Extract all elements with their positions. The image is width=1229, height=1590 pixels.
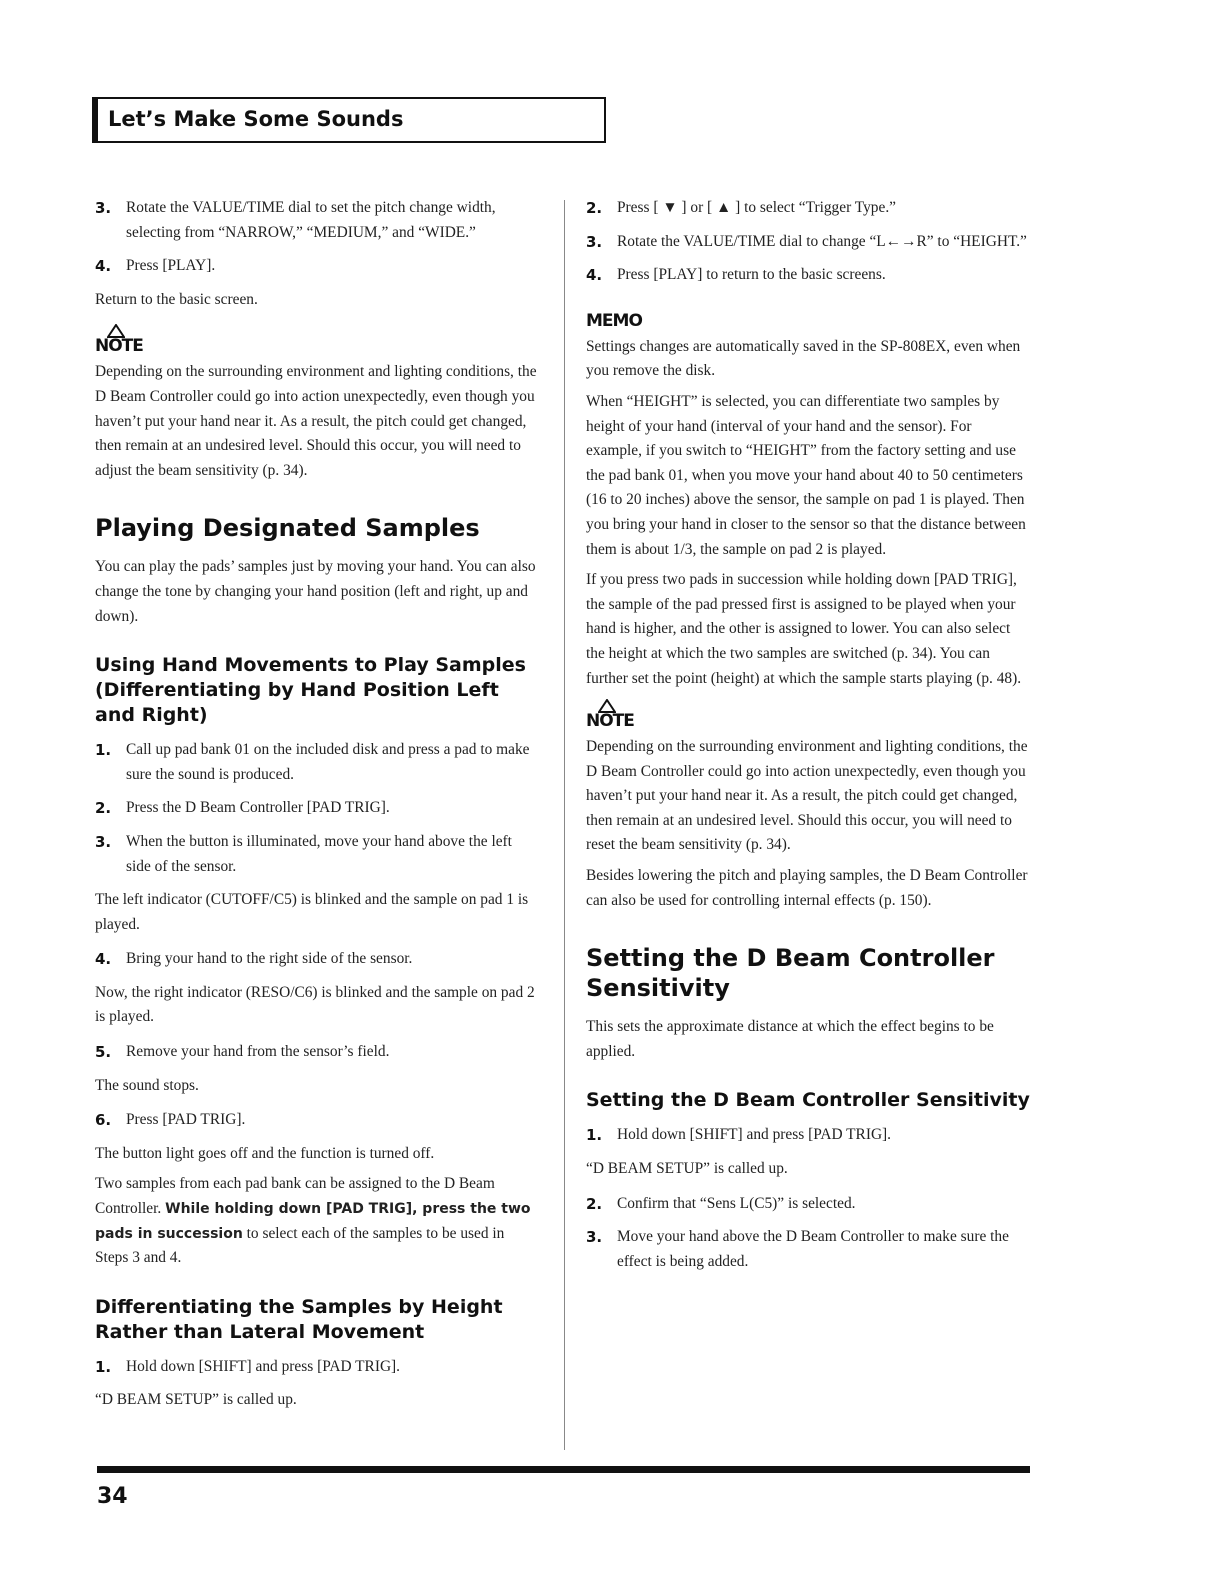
right-step-4-play: 4. Press [PLAY] to return to the basic screens. xyxy=(586,266,886,285)
step-3-result: The left indicator (CUTOFF/C5) is blinked and the sample on pad 1 is played. xyxy=(95,891,529,933)
note-text: Depending on the surrounding environment and lighting conditions, the D Beam Controller could go into action unexpectedly, even though you haven’t put your hand near it. As a result, the pitch could get changed, then remain at an undesired level. Should this occur, you will need to adjust the beam sensitivity (p. 34). xyxy=(95,363,537,479)
note-icon: NOTE xyxy=(95,336,143,356)
section-title: Let’s Make Some Sounds xyxy=(108,107,404,131)
return-text: Return to the basic screen. xyxy=(95,290,258,308)
step-4-press-play: 4. Press [PLAY]. xyxy=(95,257,216,276)
right-step-3-height: 3. Rotate the VALUE/TIME dial to change “L←→R” to “HEIGHT.” xyxy=(586,232,1027,251)
column-divider xyxy=(564,200,565,1450)
two-samples-paragraph: Two samples from each pad bank can be assigned to the D Beam Controller. While holding down [PAD TRIG], press the two pads in succession to select each of the samples to be used in Steps 3 and 4. xyxy=(95,1175,531,1267)
right-step-2-trigger-type: 2. Press [ ▼ ] or [ ▲ ] to select “Trigger Type.” xyxy=(586,199,896,217)
step-3-move-hand-left: 3. When the button is illuminated, move your hand above the left side of the sensor. xyxy=(95,832,512,875)
sens-step-1: 1. Hold down [SHIFT] and press [PAD TRIG]. xyxy=(586,1126,892,1145)
footer-rule xyxy=(97,1466,1030,1473)
setting-intro: This sets the approximate distance at which the effect begins to be applied. xyxy=(586,1018,994,1060)
section-header-tab xyxy=(92,97,606,143)
step-5-remove-hand: 5. Remove your hand from the sensor’s field. xyxy=(95,1043,390,1062)
step-2-press-pad-trig: 2. Press the D Beam Controller [PAD TRIG]. xyxy=(95,799,390,818)
step-1-call-up-bank: 1. Call up pad bank 01 on the included disk and press a pad to make sure the sound is produced. xyxy=(95,741,530,783)
memo-two-pads-text: If you press two pads in succession while holding down [PAD TRIG], the sample of the pad pressed first is assigned to be played when your hand is higher, and the other is assigned to lower. You can also select the height at which the two samples are switched (p. 34). You can further set the point (height) at which the sample starts playing (p. 48). xyxy=(586,571,1022,687)
right-column xyxy=(586,196,1031,1283)
right-note-text: Depending on the surrounding environment and lighting conditions, the D Beam Controller could go into action unexpectedly, even though you haven’t put your hand near it. As a result, the pitch could get changed, then remain at an undesired level. Should this occur, you will need to reset the beam sensitivity (p. 34). xyxy=(586,738,1028,854)
besides-text: Besides lowering the pitch and playing samples, the D Beam Controller can also be used for controlling internal effects (p. 150). xyxy=(586,867,1028,909)
step-3-pitch-width: 3. Rotate the VALUE/TIME dial to set the pitch change width, selecting from “NARROW,” “MEDIUM,” and “WIDE.” xyxy=(95,199,496,241)
step-6-press-pad-trig: 6. Press [PAD TRIG]. xyxy=(95,1111,246,1130)
sens-step-1-result: “D BEAM SETUP” is called up. xyxy=(586,1160,788,1178)
height-step-1-result: “D BEAM SETUP” is called up. xyxy=(95,1391,297,1409)
heading-hand-movements: Using Hand Movements to Play Samples (Differentiating by Hand Position Left and Right) xyxy=(95,654,526,727)
height-step-1: 1. Hold down [SHIFT] and press [PAD TRIG]. xyxy=(95,1357,401,1376)
step-5-result: The sound stops. xyxy=(95,1076,199,1094)
note-icon: NOTE xyxy=(586,711,634,731)
left-column xyxy=(95,196,540,1419)
memo-saved-text: Settings changes are automatically saved in the SP-808EX, even when you remove the disk. xyxy=(586,337,1021,380)
playing-intro: You can play the pads’ samples just by moving your hand. You can also change the tone by changing your hand position (left and right, up and down). xyxy=(95,558,536,625)
heading-setting-sensitivity: Setting the D Beam Controller Sensitivity xyxy=(586,944,995,1003)
step-4-result: Now, the right indicator (RESO/C6) is blinked and the sample on pad 2 is played. xyxy=(95,983,535,1026)
memo-height-text: When “HEIGHT” is selected, you can differentiate two samples by height of your hand (interval of your hand and the sensor). For example, if you switch to “HEIGHT” from the factory setting and use the pad bank 01, when you move your hand about 40 to 50 centimeters (16 to 20 inches) above the sensor, the sample on pad 1 is played. Then you bring your hand in closer to the sensor so that the distance between them is about 1/3, the sample on pad 2 is played. xyxy=(586,392,1026,558)
heading-differentiating-height: Differentiating the Samples by Height Rather than Lateral Movement xyxy=(95,1295,503,1343)
sens-step-3: 3. Move your hand above the D Beam Controller to make sure the effect is being added. xyxy=(586,1228,1009,1270)
memo-icon: MEMO xyxy=(586,310,642,331)
subheading-setting-sensitivity: Setting the D Beam Controller Sensitivity xyxy=(586,1089,1030,1112)
step-6-result: The button light goes off and the function is turned off. xyxy=(95,1144,435,1162)
page-number: 34 xyxy=(97,1484,128,1509)
sens-step-2: 2. Confirm that “Sens L(C5)” is selected. xyxy=(586,1194,856,1213)
heading-playing-designated-samples: Playing Designated Samples xyxy=(95,514,480,543)
step-4-hand-right: 4. Bring your hand to the right side of the sensor. xyxy=(95,950,413,969)
